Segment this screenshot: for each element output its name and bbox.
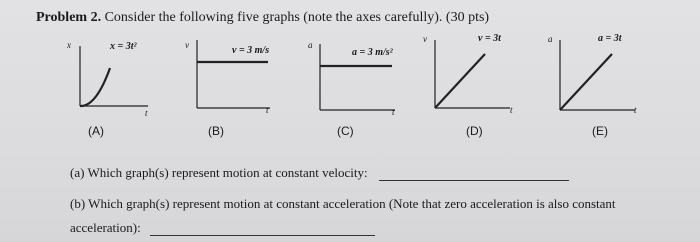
graphs-svg — [0, 28, 700, 138]
question-b-text: (b) Which graph(s) represent motion at constant acceleration (Note that zero acceleration is also constant — [70, 196, 616, 211]
graph-e-x-label: t — [634, 105, 637, 115]
graph-e-y-label: a — [548, 34, 553, 44]
graph-a-x-label: t — [145, 108, 148, 118]
graph-b-x-label: t — [266, 105, 269, 115]
graph-e-line — [560, 54, 612, 110]
graph-a-y-label: x — [67, 40, 71, 50]
graph-b-label: (B) — [208, 124, 224, 138]
graph-c-y-label: a — [308, 40, 313, 50]
graph-e-label: (E) — [592, 124, 608, 138]
question-b-answer-blank[interactable] — [150, 221, 375, 236]
graph-d-label: (D) — [466, 124, 483, 138]
graph-c-label: (C) — [337, 124, 354, 138]
graph-d-y-label: v — [423, 34, 427, 44]
graph-c-equation: a = 3 m/s² — [352, 47, 393, 58]
graph-b-y-label: v — [185, 40, 189, 50]
graph-c-x-label: t — [392, 107, 395, 117]
graph-a-equation: x = 3t² — [110, 41, 137, 52]
graph-d-x-label: t — [510, 105, 513, 115]
graph-a-plot — [80, 46, 148, 106]
graph-a-label: (A) — [88, 124, 104, 138]
graph-d-plot — [435, 40, 510, 108]
question-b-continuation: acceleration): — [70, 220, 141, 235]
question-b-continued — [70, 220, 375, 236]
question-a-text: (a) Which graph(s) represent motion at constant velocity: — [70, 165, 368, 180]
graph-d-equation: v = 3t — [478, 33, 501, 44]
problem-number: Problem 2. — [36, 10, 102, 25]
question-a-answer-blank[interactable] — [379, 166, 569, 181]
question-a — [70, 165, 569, 181]
problem-statement: Consider the following five graphs (note the axes carefully). (30 pts) — [104, 10, 490, 25]
graph-e-plot — [560, 40, 635, 110]
graphs-row — [0, 28, 700, 138]
problem-header — [36, 10, 489, 26]
graph-e-equation: a = 3t — [598, 33, 622, 44]
graph-b-equation: v = 3 m/s — [232, 45, 270, 56]
question-b — [70, 196, 690, 212]
graph-a-curve — [80, 68, 110, 106]
graph-d-line — [435, 54, 485, 108]
